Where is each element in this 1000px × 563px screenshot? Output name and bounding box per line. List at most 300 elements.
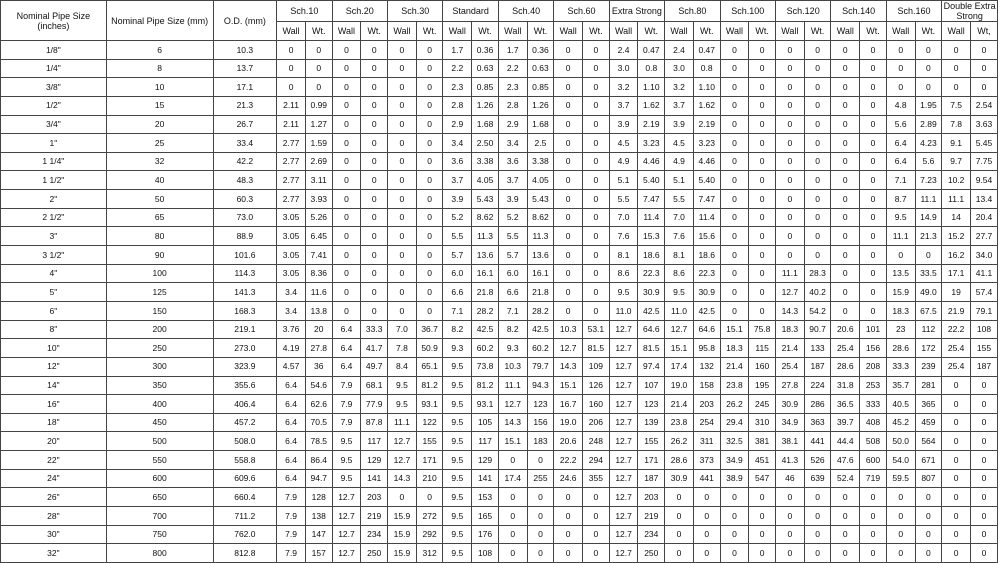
cell-weight: 0: [583, 264, 610, 283]
cell-weight: 54.6: [305, 376, 332, 395]
cell-wall: 7.6: [665, 227, 694, 246]
cell-wall: 21.4: [775, 339, 804, 358]
cell-wall: 14.3: [498, 413, 527, 432]
cell-od: 114.3: [213, 264, 277, 283]
cell-weight: 1.62: [693, 96, 720, 115]
cell-nps-mm: 750: [106, 525, 213, 544]
cell-weight: 0: [693, 544, 720, 563]
cell-wall: 18.3: [886, 301, 915, 320]
cell-wall: 0: [831, 488, 860, 507]
cell-weight: 2.50: [472, 134, 499, 153]
cell-weight: 333: [860, 395, 887, 414]
cell-wall: 5.1: [665, 171, 694, 190]
cell-wall: 9.3: [443, 339, 472, 358]
cell-wall: 0: [332, 78, 361, 97]
cell-wall: 34.9: [775, 413, 804, 432]
cell-wall: 10.3: [498, 357, 527, 376]
cell-wall: 15.9: [388, 525, 417, 544]
cell-wall: 0: [720, 301, 749, 320]
cell-wall: 5.1: [609, 171, 638, 190]
cell-od: 13.7: [213, 59, 277, 78]
cell-wall: 45.2: [886, 413, 915, 432]
cell-weight: 0: [416, 96, 443, 115]
cell-weight: 87.8: [361, 413, 388, 432]
cell-weight: 508: [860, 432, 887, 451]
cell-weight: 13.8: [305, 301, 332, 320]
cell-wall: 2.11: [277, 96, 306, 115]
cell-wall: 3.0: [609, 59, 638, 78]
cell-od: 48.3: [213, 171, 277, 190]
cell-wall: 21.4: [665, 395, 694, 414]
cell-wall: 0: [388, 152, 417, 171]
cell-weight: 365: [915, 395, 942, 414]
cell-weight: 107: [638, 376, 665, 395]
cell-wall: 0: [554, 115, 583, 134]
cell-nps-inches: 26": [1, 488, 107, 507]
cell-od: 762.0: [213, 525, 277, 544]
cell-weight: 0: [583, 488, 610, 507]
cell-nps-inches: 6": [1, 301, 107, 320]
cell-weight: 97.4: [638, 357, 665, 376]
cell-nps-inches: 8": [1, 320, 107, 339]
cell-weight: 0: [527, 544, 554, 563]
cell-nps-mm: 20: [106, 115, 213, 134]
cell-weight: 117: [361, 432, 388, 451]
cell-weight: 27.8: [305, 339, 332, 358]
cell-weight: 3.11: [305, 171, 332, 190]
cell-wall: 0: [665, 507, 694, 526]
cell-wall: 0: [554, 190, 583, 209]
cell-wall: 0: [886, 507, 915, 526]
cell-wall: 0: [554, 301, 583, 320]
cell-weight: 3.38: [472, 152, 499, 171]
cell-wall: 12.7: [554, 339, 583, 358]
cell-weight: 81.2: [472, 376, 499, 395]
cell-weight: 0: [361, 208, 388, 227]
cell-weight: 54.2: [804, 301, 831, 320]
cell-weight: 4.05: [472, 171, 499, 190]
cell-wall: 0: [775, 507, 804, 526]
cell-wall: 0: [665, 544, 694, 563]
cell-wall: 0: [831, 301, 860, 320]
cell-wall: 12.7: [609, 544, 638, 563]
header-schedule: Sch.140: [831, 1, 886, 22]
cell-wall: 6.4: [332, 339, 361, 358]
cell-weight: 0: [416, 208, 443, 227]
cell-od: 73.0: [213, 208, 277, 227]
cell-wall: 6.0: [498, 264, 527, 283]
cell-nps-mm: 300: [106, 357, 213, 376]
header-schedule: Sch.40: [498, 1, 553, 22]
table-row: [1, 246, 998, 265]
cell-weight: 11.3: [472, 227, 499, 246]
cell-weight: 0: [583, 134, 610, 153]
cell-weight: 133: [804, 339, 831, 358]
cell-wall: 16.7: [554, 395, 583, 414]
cell-weight: 0: [583, 283, 610, 302]
cell-wall: 0: [720, 208, 749, 227]
cell-wall: 1.7: [498, 41, 527, 60]
cell-wall: 3.05: [277, 227, 306, 246]
cell-wall: 12.7: [609, 451, 638, 470]
cell-weight: 0: [860, 115, 887, 134]
cell-wall: 0: [332, 171, 361, 190]
cell-weight: 459: [915, 413, 942, 432]
cell-wall: 0: [831, 525, 860, 544]
cell-wall: 0: [942, 544, 971, 563]
cell-weight: 0: [804, 246, 831, 265]
cell-nps-inches: 10": [1, 339, 107, 358]
cell-weight: 281: [915, 376, 942, 395]
cell-weight: 0: [915, 488, 942, 507]
cell-wall: 9.5: [886, 208, 915, 227]
cell-wall: 2.4: [665, 41, 694, 60]
cell-wall: 0: [886, 488, 915, 507]
cell-weight: 1.59: [305, 134, 332, 153]
cell-wall: 0: [332, 227, 361, 246]
cell-od: 10.3: [213, 41, 277, 60]
cell-weight: 109: [583, 357, 610, 376]
cell-wall: 6.6: [443, 283, 472, 302]
cell-wall: 12.7: [609, 413, 638, 432]
cell-wall: 0: [831, 96, 860, 115]
cell-weight: 0: [860, 59, 887, 78]
cell-wall: 2.3: [443, 78, 472, 97]
cell-nps-mm: 500: [106, 432, 213, 451]
cell-nps-inches: 2 1/2": [1, 208, 107, 227]
cell-wall: 20.6: [554, 432, 583, 451]
cell-weight: 0: [804, 507, 831, 526]
cell-weight: 33.3: [361, 320, 388, 339]
cell-weight: 0: [860, 227, 887, 246]
table-row: [1, 59, 998, 78]
cell-od: 219.1: [213, 320, 277, 339]
cell-weight: 0: [527, 507, 554, 526]
cell-weight: 141: [361, 469, 388, 488]
cell-weight: 147: [305, 525, 332, 544]
cell-wall: 0: [831, 227, 860, 246]
cell-wall: 0: [775, 544, 804, 563]
cell-wall: 0: [332, 190, 361, 209]
cell-weight: 4.23: [915, 134, 942, 153]
cell-weight: 1.10: [638, 78, 665, 97]
cell-weight: 62.6: [305, 395, 332, 414]
cell-weight: 255: [527, 469, 554, 488]
cell-wall: 9.5: [332, 451, 361, 470]
cell-weight: 5.43: [472, 190, 499, 209]
cell-nps-mm: 80: [106, 227, 213, 246]
cell-wall: 7.9: [332, 395, 361, 414]
cell-wall: 0: [775, 190, 804, 209]
cell-wall: 0: [554, 152, 583, 171]
cell-wall: 40.5: [886, 395, 915, 414]
cell-weight: 0: [749, 171, 776, 190]
cell-weight: 81.2: [416, 376, 443, 395]
cell-nps-inches: 1/4": [1, 59, 107, 78]
cell-weight: 0: [804, 171, 831, 190]
cell-wall: 9.3: [498, 339, 527, 358]
cell-weight: 33.5: [915, 264, 942, 283]
cell-weight: 0: [860, 208, 887, 227]
cell-wall: 9.5: [443, 357, 472, 376]
table-row: [1, 544, 998, 563]
cell-wall: 12.7: [332, 488, 361, 507]
cell-wall: 0: [775, 96, 804, 115]
cell-weight: 311: [693, 432, 720, 451]
cell-wall: 0: [831, 264, 860, 283]
cell-weight: 0: [860, 190, 887, 209]
cell-weight: 2.5: [527, 134, 554, 153]
cell-wall: 7.9: [277, 488, 306, 507]
cell-wall: 21.4: [720, 357, 749, 376]
cell-wall: 7.9: [277, 544, 306, 563]
cell-weight: 22.3: [693, 264, 720, 283]
cell-weight: 117: [472, 432, 499, 451]
cell-wall: 12.7: [332, 507, 361, 526]
cell-wall: 0: [942, 59, 971, 78]
cell-weight: 245: [749, 395, 776, 414]
cell-weight: 0: [749, 544, 776, 563]
cell-weight: 239: [915, 357, 942, 376]
cell-weight: 156: [527, 413, 554, 432]
cell-weight: 0: [970, 451, 997, 470]
cell-weight: 16.1: [472, 264, 499, 283]
cell-wall: 52.4: [831, 469, 860, 488]
cell-weight: 86.4: [305, 451, 332, 470]
cell-od: 141.3: [213, 283, 277, 302]
cell-wall: 25.4: [775, 357, 804, 376]
cell-weight: 0: [693, 488, 720, 507]
cell-wall: 0: [720, 78, 749, 97]
cell-wall: 22.2: [942, 320, 971, 339]
cell-weight: 0: [804, 96, 831, 115]
header-wall: Wall: [554, 22, 583, 41]
cell-weight: 0: [416, 301, 443, 320]
header-wall: Wall: [942, 22, 971, 41]
header-weight: Wt.: [915, 22, 942, 41]
cell-weight: 0: [915, 59, 942, 78]
cell-nps-inches: 4": [1, 264, 107, 283]
cell-wall: 9.5: [388, 376, 417, 395]
cell-wall: 3.4: [498, 134, 527, 153]
cell-weight: 0: [749, 134, 776, 153]
cell-wall: 0: [720, 488, 749, 507]
cell-weight: 7.47: [638, 190, 665, 209]
cell-weight: 0: [416, 59, 443, 78]
cell-wall: 8.1: [609, 246, 638, 265]
cell-wall: 6.4: [886, 134, 915, 153]
cell-wall: 4.9: [609, 152, 638, 171]
cell-od: 711.2: [213, 507, 277, 526]
cell-wall: 5.5: [665, 190, 694, 209]
cell-wall: 0: [554, 134, 583, 153]
cell-weight: 28.2: [472, 301, 499, 320]
cell-weight: 60.2: [527, 339, 554, 358]
cell-weight: 3.23: [693, 134, 720, 153]
cell-weight: 0: [583, 78, 610, 97]
cell-weight: 0.36: [472, 41, 499, 60]
table-row: [1, 264, 998, 283]
cell-wall: 28.6: [886, 339, 915, 358]
cell-weight: 157: [305, 544, 332, 563]
table-row: [1, 41, 998, 60]
cell-weight: 171: [416, 451, 443, 470]
cell-weight: 0: [970, 488, 997, 507]
cell-weight: 11.4: [693, 208, 720, 227]
cell-weight: 22.3: [638, 264, 665, 283]
cell-nps-inches: 1/2": [1, 96, 107, 115]
cell-wall: 0: [554, 208, 583, 227]
cell-weight: 0: [804, 134, 831, 153]
cell-weight: 3.23: [638, 134, 665, 153]
cell-nps-mm: 800: [106, 544, 213, 563]
cell-weight: 93.1: [472, 395, 499, 414]
cell-wall: 2.9: [498, 115, 527, 134]
header-weight: Wt.: [361, 22, 388, 41]
cell-weight: 7.47: [693, 190, 720, 209]
cell-wall: 0: [886, 78, 915, 97]
cell-wall: 59.5: [886, 469, 915, 488]
cell-wall: 0: [720, 96, 749, 115]
cell-weight: 79.1: [970, 301, 997, 320]
cell-weight: 441: [693, 469, 720, 488]
cell-weight: 0: [416, 152, 443, 171]
header-weight: Wt.: [527, 22, 554, 41]
cell-weight: 294: [583, 451, 610, 470]
cell-wall: 11.1: [886, 227, 915, 246]
cell-wall: 25.4: [942, 357, 971, 376]
cell-wall: 3.2: [609, 78, 638, 97]
cell-weight: 0: [915, 246, 942, 265]
cell-weight: 0: [804, 488, 831, 507]
header-schedule: Sch.20: [332, 1, 387, 22]
cell-wall: 0: [886, 41, 915, 60]
cell-weight: 108: [472, 544, 499, 563]
cell-weight: 40.2: [804, 283, 831, 302]
cell-weight: 138: [305, 507, 332, 526]
cell-wall: 4.9: [665, 152, 694, 171]
cell-weight: 176: [472, 525, 499, 544]
cell-wall: 0: [942, 413, 971, 432]
cell-weight: 5.43: [527, 190, 554, 209]
cell-weight: 0: [583, 171, 610, 190]
cell-weight: 600: [860, 451, 887, 470]
cell-weight: 30.9: [693, 283, 720, 302]
cell-wall: 6.4: [277, 413, 306, 432]
cell-weight: 0: [970, 376, 997, 395]
cell-wall: 0: [720, 115, 749, 134]
cell-weight: 0: [693, 507, 720, 526]
cell-wall: 15.1: [720, 320, 749, 339]
cell-weight: 64.6: [693, 320, 720, 339]
cell-weight: 187: [970, 357, 997, 376]
cell-weight: 9.54: [970, 171, 997, 190]
cell-wall: 25.4: [942, 339, 971, 358]
cell-wall: 0: [554, 507, 583, 526]
table-row: [1, 152, 998, 171]
cell-weight: 5.6: [915, 152, 942, 171]
cell-weight: 0: [915, 41, 942, 60]
cell-wall: 0: [332, 41, 361, 60]
cell-wall: 0: [831, 171, 860, 190]
header-wall: Wall: [277, 22, 306, 41]
cell-weight: 0: [749, 41, 776, 60]
cell-wall: 6.4: [332, 357, 361, 376]
cell-weight: 0: [749, 264, 776, 283]
cell-wall: 20.6: [831, 320, 860, 339]
cell-weight: 1.27: [305, 115, 332, 134]
cell-wall: 15.1: [665, 339, 694, 358]
cell-weight: 451: [749, 451, 776, 470]
cell-wall: 0: [388, 171, 417, 190]
cell-wall: 0: [720, 41, 749, 60]
cell-weight: 0: [527, 488, 554, 507]
cell-weight: 0.85: [472, 78, 499, 97]
cell-weight: 0: [361, 171, 388, 190]
cell-wall: 0: [388, 78, 417, 97]
cell-wall: 3.76: [277, 320, 306, 339]
cell-wall: 7.5: [942, 96, 971, 115]
cell-wall: 14: [942, 208, 971, 227]
header-schedule: Sch.100: [720, 1, 775, 22]
cell-wall: 12.7: [609, 432, 638, 451]
cell-wall: 3.05: [277, 264, 306, 283]
cell-wall: 0: [942, 432, 971, 451]
header-wall: Wall: [720, 22, 749, 41]
cell-weight: 108: [970, 320, 997, 339]
cell-weight: 42.5: [638, 301, 665, 320]
cell-wall: 19.0: [554, 413, 583, 432]
cell-wall: 2.3: [498, 78, 527, 97]
cell-nps-inches: 20": [1, 432, 107, 451]
cell-wall: 7.0: [388, 320, 417, 339]
cell-weight: 153: [472, 488, 499, 507]
cell-wall: 0: [942, 488, 971, 507]
cell-wall: 0: [831, 78, 860, 97]
cell-weight: 408: [860, 413, 887, 432]
cell-weight: 34.0: [970, 246, 997, 265]
cell-wall: 5.2: [443, 208, 472, 227]
cell-weight: 0: [361, 264, 388, 283]
cell-weight: 165: [472, 507, 499, 526]
header-weight: Wt.: [305, 22, 332, 41]
cell-wall: 10.2: [942, 171, 971, 190]
cell-weight: 0: [416, 115, 443, 134]
cell-wall: 0: [942, 525, 971, 544]
cell-weight: 0.63: [527, 59, 554, 78]
cell-weight: 70.5: [305, 413, 332, 432]
cell-weight: 203: [638, 488, 665, 507]
cell-wall: 0: [942, 78, 971, 97]
cell-weight: 0: [860, 301, 887, 320]
cell-wall: 12.7: [609, 357, 638, 376]
cell-wall: 9.5: [332, 469, 361, 488]
cell-wall: 0: [498, 488, 527, 507]
cell-wall: 7.9: [332, 376, 361, 395]
header-schedule: Sch.160: [886, 1, 941, 22]
cell-weight: 719: [860, 469, 887, 488]
cell-weight: 81.5: [583, 339, 610, 358]
cell-wall: 9.5: [443, 432, 472, 451]
table-row: [1, 413, 998, 432]
header-wall: Wall: [443, 22, 472, 41]
cell-nps-mm: 450: [106, 413, 213, 432]
cell-wall: 0: [554, 264, 583, 283]
cell-weight: 64.6: [638, 320, 665, 339]
cell-weight: 160: [749, 357, 776, 376]
cell-weight: 18.6: [693, 246, 720, 265]
cell-weight: 292: [416, 525, 443, 544]
